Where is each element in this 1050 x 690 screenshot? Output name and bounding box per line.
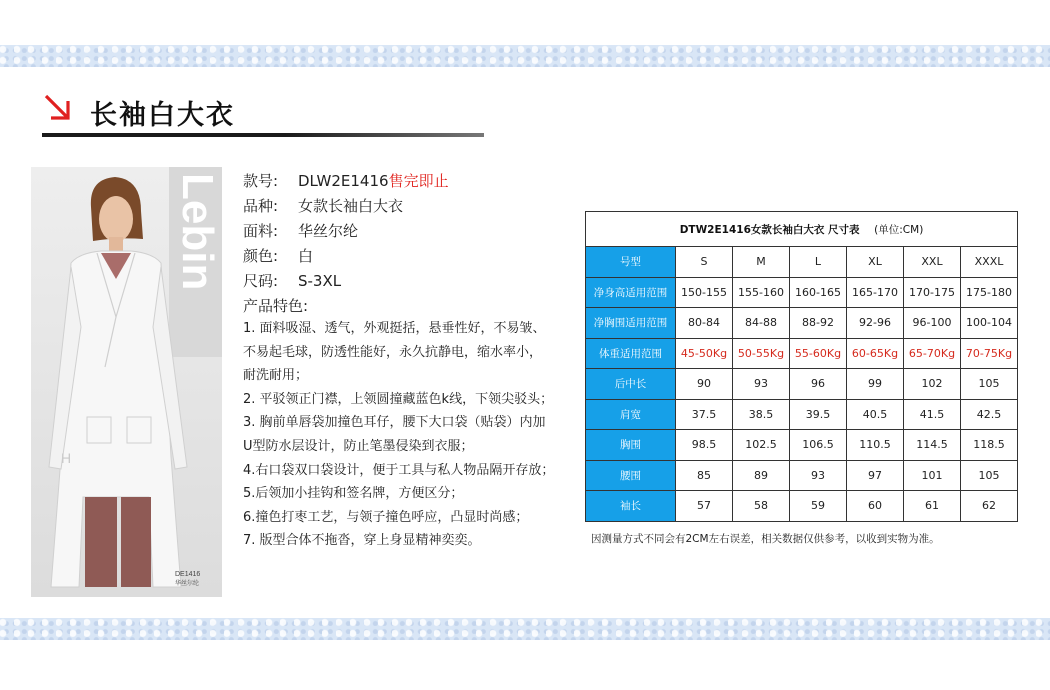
size-cell: 65-70Kg xyxy=(904,338,961,369)
row-label: 净身高适用范围 xyxy=(586,277,676,308)
size-header-cell: S xyxy=(676,247,733,278)
size-cell: 96 xyxy=(790,369,847,400)
size-cell: 97 xyxy=(847,460,904,491)
size-cell: 92-96 xyxy=(847,308,904,339)
size-cell: 59 xyxy=(790,491,847,522)
size-cell: 165-170 xyxy=(847,277,904,308)
size-cell: 90 xyxy=(676,369,733,400)
size-cell: 58 xyxy=(733,491,790,522)
size-cell: 96-100 xyxy=(904,308,961,339)
size-cell: 85 xyxy=(676,460,733,491)
size-cell: 89 xyxy=(733,460,790,491)
feature-line: 5.后领加小挂钩和签名牌，方便区分； xyxy=(243,486,464,502)
size-cell: 102 xyxy=(904,369,961,400)
size-cell: 118.5 xyxy=(961,430,1018,461)
size-cell: 45-50Kg xyxy=(676,338,733,369)
size-cell: 55-60Kg xyxy=(790,338,847,369)
brand-watermark: Lebin xyxy=(173,173,222,291)
size-cell: 61 xyxy=(904,491,961,522)
spec-label: 尺码: xyxy=(243,272,279,290)
feature-line: 2. 平驳领正门襟，上领圆撞藏蓝色k线，下领尖驳头； xyxy=(243,391,554,407)
size-cell: 80-84 xyxy=(676,308,733,339)
bottom-decorative-band xyxy=(0,618,1050,640)
product-specs xyxy=(243,169,573,553)
size-row-weight xyxy=(586,338,1018,369)
sold-out-note: 售完即止 xyxy=(388,172,449,190)
size-header-cell: XL xyxy=(847,247,904,278)
feature-line: 4.右口袋双口袋设计，便于工具与私人物品隔开存放； xyxy=(243,462,555,478)
spec-row-style-number xyxy=(243,169,573,194)
page-title: 长袖白大衣 xyxy=(90,100,235,131)
size-table-title-text: DTW2E1416女款长袖白大衣 尺寸表 xyxy=(679,223,860,236)
size-cell: 105 xyxy=(961,460,1018,491)
size-cell: 106.5 xyxy=(790,430,847,461)
size-cell: 150-155 xyxy=(676,277,733,308)
row-label: 胸围 xyxy=(586,430,676,461)
size-row-back-length xyxy=(586,369,1018,400)
photo-caption-code: DE1416 xyxy=(175,571,201,578)
spec-row-fabric xyxy=(243,219,573,244)
photo-caption-fabric: 华丝尔纶 xyxy=(175,580,200,587)
spec-label: 面料: xyxy=(243,222,279,240)
size-header-row xyxy=(586,247,1018,278)
size-cell: 160-165 xyxy=(790,277,847,308)
size-cell: 175-180 xyxy=(961,277,1018,308)
size-row-height xyxy=(586,277,1018,308)
feature-line: 7. 版型合体不拖沓，穿上身显精神奕奕。 xyxy=(243,533,481,549)
spec-value: DLW2E1416 xyxy=(298,172,389,190)
size-row-waist xyxy=(586,460,1018,491)
product-photo xyxy=(31,167,222,597)
feature-line: 1. 面料吸湿、透气，外观挺括，悬垂性好，不易皱、 xyxy=(243,321,546,336)
spec-label: 款号: xyxy=(243,172,279,190)
feature-line: 耐洗耐用； xyxy=(243,368,309,384)
size-cell: 99 xyxy=(847,369,904,400)
size-header-cell: L xyxy=(790,247,847,278)
size-cell: 102.5 xyxy=(733,430,790,461)
top-decorative-band xyxy=(0,45,1050,67)
features-title: 产品特色: xyxy=(243,297,309,315)
spec-value: 华丝尔纶 xyxy=(298,222,359,240)
size-cell: 170-175 xyxy=(904,277,961,308)
row-label: 体重适用范围 xyxy=(586,338,676,369)
size-cell: 114.5 xyxy=(904,430,961,461)
size-header-cell: XXXL xyxy=(961,247,1018,278)
size-cell: 42.5 xyxy=(961,399,1018,430)
size-cell: 110.5 xyxy=(847,430,904,461)
size-cell: 93 xyxy=(733,369,790,400)
feature-line: 3. 胸前单唇袋加撞色耳仔，腰下大口袋（贴袋）内加 xyxy=(243,415,546,431)
size-cell: 155-160 xyxy=(733,277,790,308)
size-header-cell: M xyxy=(733,247,790,278)
spec-value: S-3XL xyxy=(298,272,342,290)
size-row-chest xyxy=(586,430,1018,461)
size-row-shoulder xyxy=(586,399,1018,430)
size-cell: 105 xyxy=(961,369,1018,400)
size-header-label: 号型 xyxy=(586,247,676,278)
size-cell: 38.5 xyxy=(733,399,790,430)
row-label: 袖长 xyxy=(586,491,676,522)
spec-value: 女款长袖白大衣 xyxy=(298,197,404,215)
size-cell: 40.5 xyxy=(847,399,904,430)
size-cell: 60 xyxy=(847,491,904,522)
size-cell: 57 xyxy=(676,491,733,522)
spec-row-size xyxy=(243,269,573,294)
svg-text:H: H xyxy=(61,450,72,466)
feature-line: 不易起毛球，防透性能好，永久抗静电，缩水率小， xyxy=(243,344,543,360)
feature-line: 6.撞色打枣工艺，与领子撞色呼应，凸显时尚感； xyxy=(243,509,529,525)
size-cell: 70-75Kg xyxy=(961,338,1018,369)
measurement-note: 因测量方式不同会有2CM左右误差，相关数据仅供参考，以收到实物为准。 xyxy=(591,533,940,545)
size-table-title xyxy=(586,212,1018,247)
size-cell: 60-65Kg xyxy=(847,338,904,369)
size-cell: 41.5 xyxy=(904,399,961,430)
title-divider xyxy=(42,133,484,137)
title-area xyxy=(42,92,484,140)
arrow-down-right-icon xyxy=(42,92,76,126)
size-cell: 50-55Kg xyxy=(733,338,790,369)
feature-line: U型防水层设计，防止笔墨侵染到衣服； xyxy=(243,438,474,454)
size-cell: 62 xyxy=(961,491,1018,522)
model-illustration xyxy=(31,167,222,597)
size-header-cell: XXL xyxy=(904,247,961,278)
spec-row-variety xyxy=(243,194,573,219)
size-cell: 37.5 xyxy=(676,399,733,430)
features-list xyxy=(243,317,573,553)
size-cell: 84-88 xyxy=(733,308,790,339)
size-table-unit: (单位:CM) xyxy=(874,223,924,236)
row-label: 肩宽 xyxy=(586,399,676,430)
spec-value: 白 xyxy=(298,247,314,265)
size-row-chest-range xyxy=(586,308,1018,339)
row-label: 净胸围适用范围 xyxy=(586,308,676,339)
size-cell: 88-92 xyxy=(790,308,847,339)
size-cell: 98.5 xyxy=(676,430,733,461)
size-table-title-row xyxy=(586,212,1018,247)
spec-label: 品种: xyxy=(243,197,279,215)
spec-label: 颜色: xyxy=(243,247,279,265)
size-cell: 100-104 xyxy=(961,308,1018,339)
spec-row-color xyxy=(243,244,573,269)
size-cell: 39.5 xyxy=(790,399,847,430)
row-label: 后中长 xyxy=(586,369,676,400)
size-row-sleeve xyxy=(586,491,1018,522)
size-cell: 101 xyxy=(904,460,961,491)
size-chart-table xyxy=(585,211,1018,522)
size-cell: 93 xyxy=(790,460,847,491)
row-label: 腰围 xyxy=(586,460,676,491)
